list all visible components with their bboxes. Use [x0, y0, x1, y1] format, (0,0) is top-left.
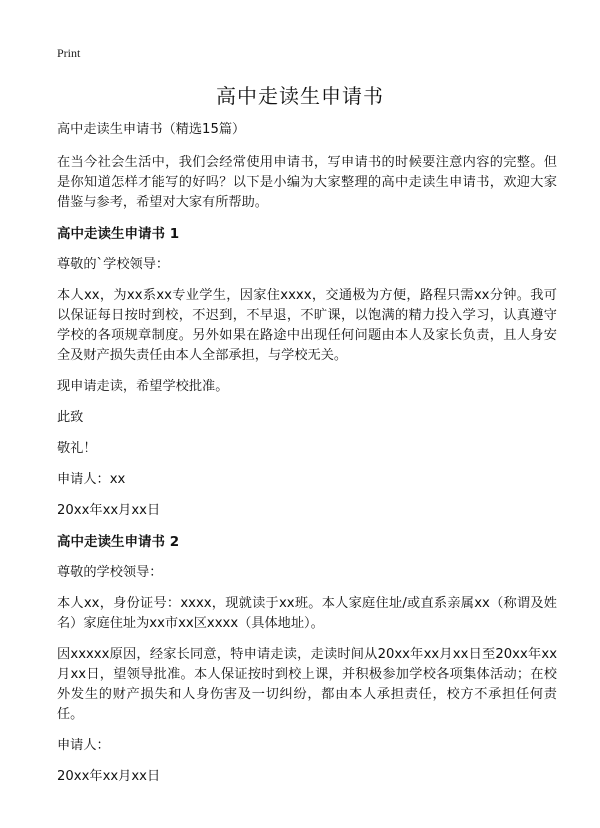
letter-1-date: 20xx年xx月xx日 — [57, 503, 161, 518]
letter-2-salutation: 尊敬的学校领导： — [57, 565, 163, 580]
letter-1-closing-2: 敬礼！ — [57, 441, 97, 456]
document-body — [57, 120, 557, 798]
letter-1-closing-1: 此致 — [57, 410, 84, 425]
intro-paragraph: 在当今社会生活中，我们会经常使用申请书，写申请书的时候要注意内容的完整。但是你知道怎样才能写的好吗？以下是小编为大家整理的高中走读生申请书，欢迎大家借鉴与参考，希望对大家有所帮助。 — [57, 155, 557, 210]
letter-1-applicant: 申请人：xx — [57, 472, 126, 487]
letter-2-applicant: 申请人： — [57, 738, 110, 753]
print-link[interactable]: Print — [57, 46, 81, 60]
letter-2-heading: 高中走读生申请书 2 — [57, 534, 180, 550]
letter-1-salutation: 尊敬的`学校领导： — [57, 257, 170, 272]
letter-2-body-1: 本人xx，身份证号：xxxx，现就读于xx班。本人家庭住址/或直系亲属xx（称谓及姓名）家庭住址为xx市xx区xxxx（具体地址）。 — [57, 596, 557, 631]
document-subtitle: 高中走读生申请书（精选15篇） — [57, 122, 246, 137]
letter-1-request: 现申请走读，希望学校批准。 — [57, 379, 229, 394]
letter-2-body-2: 因xxxxx原因，经家长同意，特申请走读，走读时间从20xx年xx月xx日至20xx年xx月xx日，望领导批准。本人保证按时到校上课，并积极参加学校各项集体活动；在校外发生的财产损失和人身伤害及一切纠纷，都由本人承担责任，校方不承担任何责任。 — [57, 647, 557, 722]
page-title: 高中走读生申请书 — [216, 84, 384, 108]
letter-1-heading: 高中走读生申请书 1 — [57, 226, 180, 242]
letter-2-date: 20xx年xx月xx日 — [57, 769, 161, 784]
letter-1-body: 本人xx，为xx系xx专业学生，因家住xxxx，交通极为方便，路程只需xx分钟。我可以保证每日按时到校，不迟到，不早退，不旷课，以饱满的精力投入学习，认真遵守学校的各项规章制度。另外如果在路途中出现任何问题由本人及家长负责，且人身安全及财产损失责任由本人全部承担，与学校无关。 — [57, 288, 557, 363]
